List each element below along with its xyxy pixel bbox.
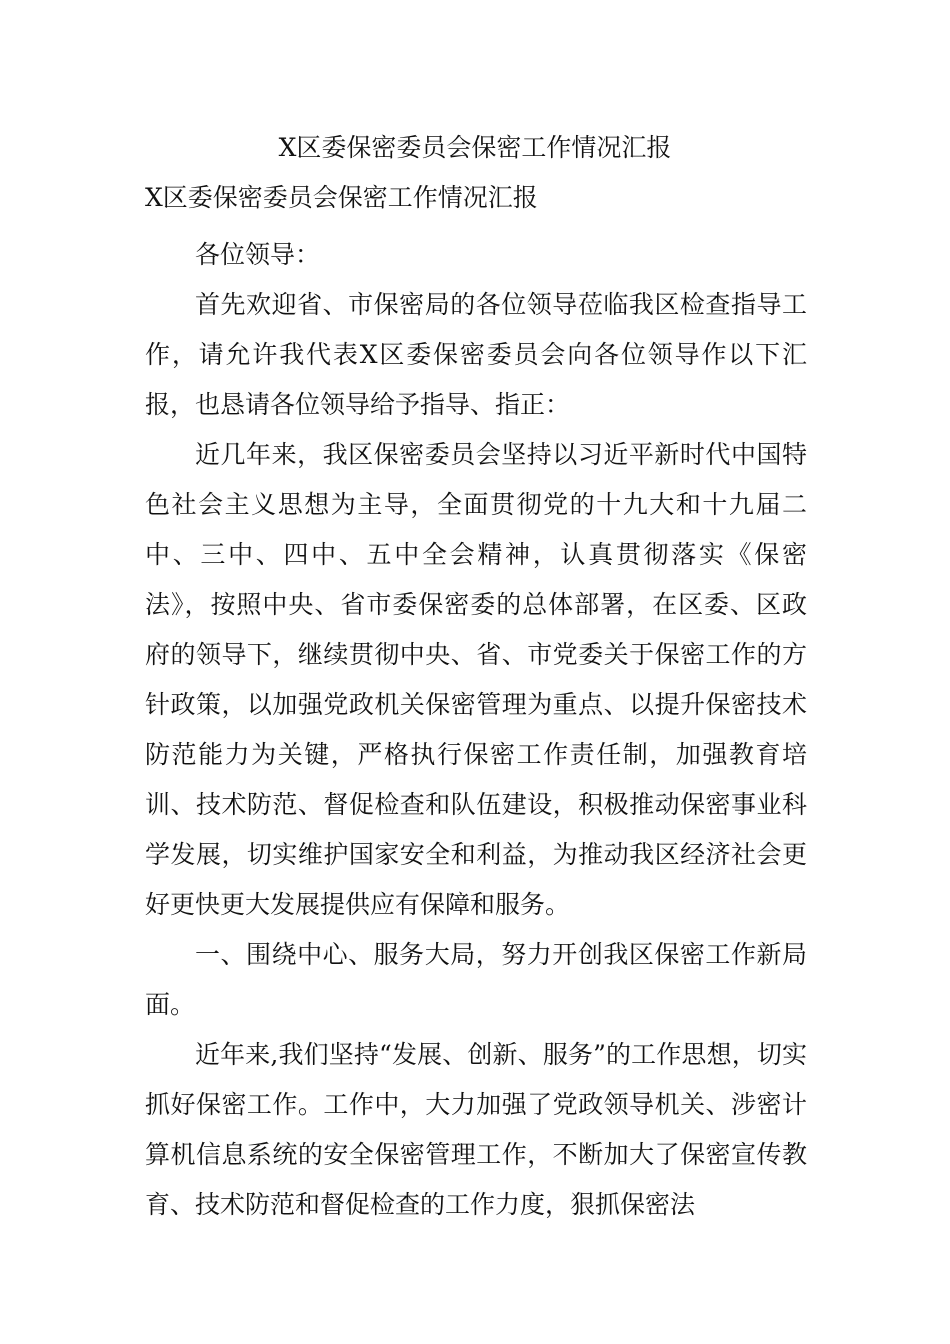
- section-1-paragraph: 近年来,我们坚持“发展、创新、服务”的工作思想，切实抓好保密工作。工作中，大力加强了党政领导机关、涉密计算机信息系统的安全保密管理工作，不断加大了保密宣传教育、技术防范和督促检查的工作力度，狠抓保密法: [145, 1040, 807, 1219]
- intro-paragraph: 首先欢迎省、市保密局的各位领导莅临我区检查指导工作，请允许我代表X区委保密委员会向各位领导作以下汇报，也恳请各位领导给予指导、指正：: [145, 290, 807, 419]
- salutation-paragraph: 各位领导：: [195, 240, 321, 269]
- document-title: X区委保密委员会保密工作情况汇报: [278, 133, 672, 162]
- overview-paragraph: 近几年来，我区保密委员会坚持以习近平新时代中国特色社会主义思想为主导，全面贯彻党的十九大和十九届二中、三中、四中、五中全会精神，认真贯彻落实《保密法》，按照中央、省市委保密委的总体部署，在区委、区政府的领导下，继续贯彻中央、省、市党委关于保密工作的方针政策，以加强党政机关保密管理为重点、以提升保密技术防范能力为关键，严格执行保密工作责任制，加强教育培训、技术防范、督促检查和队伍建设，积极推动保密事业科学发展，切实维护国家安全和利益，为推动我区经济社会更好更快更大发展提供应有保障和服务。: [145, 440, 807, 919]
- document-subtitle: X区委保密委员会保密工作情况汇报: [145, 183, 538, 212]
- document-body: [145, 230, 807, 1230]
- section-heading-1: 一、围绕中心、服务大局，努力开创我区保密工作新局面。: [145, 940, 807, 1019]
